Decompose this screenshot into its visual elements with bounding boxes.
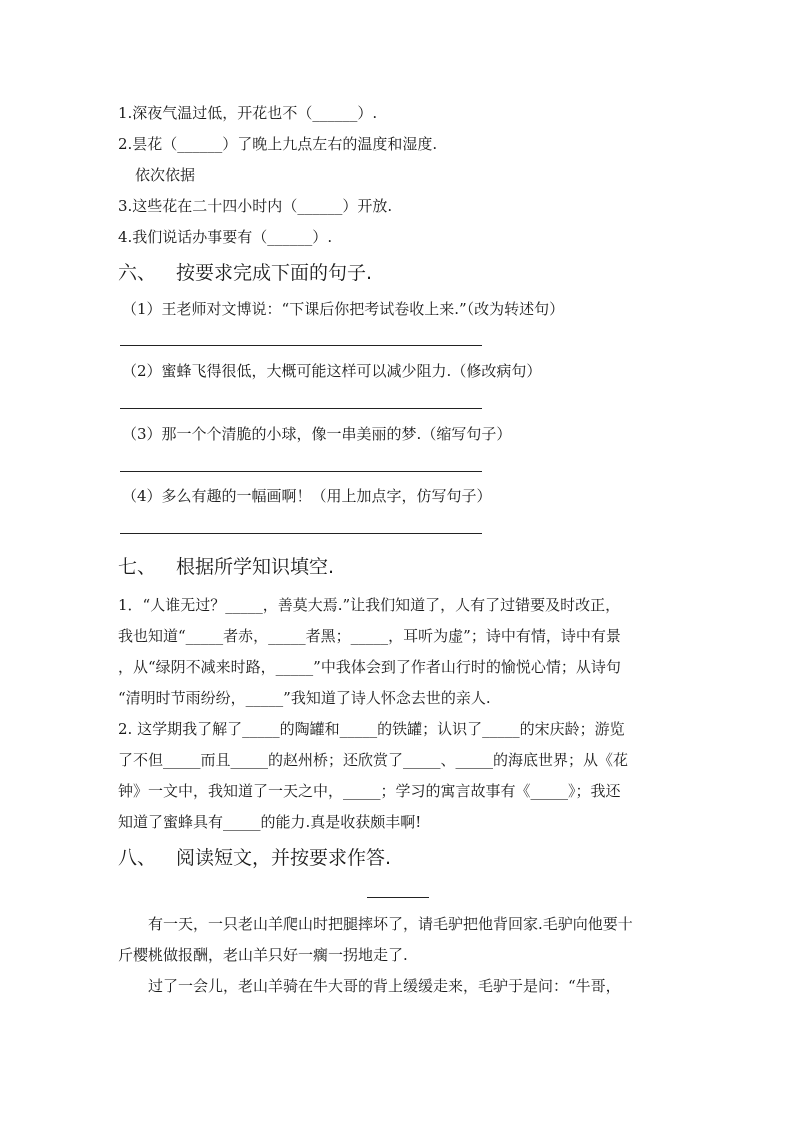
section-6-item-4: （4）多么有趣的一幅画啊！（用上加点字，仿写句子） — [122, 487, 492, 505]
paragraph-1-line: 我也知道“_____者赤，_____者黑；_____，耳听为虚”；诗中有情，诗中有景 — [118, 627, 621, 645]
word-choice-item-4: 4.我们说话办事要有（______）. — [118, 228, 333, 246]
section-8-title: 阅读短文，并按要求作答. — [176, 847, 392, 869]
section-7-heading — [118, 554, 334, 580]
section-6-item-1: （1）王老师对文博说：“下课后你把考试卷收上来.”（改为转述句） — [122, 300, 565, 318]
word-choice-item-3: 3.这些花在二十四小时内（______）开放. — [118, 197, 393, 215]
word-choice-options: 依次依据 — [135, 166, 196, 184]
paragraph-1-line: “清明时节雨纷纷，_____”我知道了诗人怀念去世的亲人. — [118, 689, 491, 707]
section-8-number: 八、 — [118, 847, 157, 869]
answer-line-3[interactable] — [120, 471, 482, 472]
section-7-number: 七、 — [118, 556, 157, 578]
section-7-paragraph-2 — [118, 714, 678, 838]
answer-line-2[interactable] — [120, 408, 482, 409]
paragraph-2-line: 知道了蜜蜂具有_____的能力.真是收获颇丰啊! — [118, 813, 422, 831]
passage-line: 过了一会儿，老山羊骑在牛大哥的背上缓缓走来，毛驴于是问：“牛哥， — [148, 977, 621, 995]
section-7-paragraph-1 — [118, 590, 678, 714]
section-8-heading — [118, 845, 391, 871]
section-6-item-2: （2）蜜蜂飞得很低，大概可能这样可以减少阻力.（修改病句） — [122, 362, 542, 380]
paragraph-2-line: 了不但_____而且_____的赵州桥；还欣赏了_____、_____的海底世界；从《花 — [118, 751, 629, 769]
word-choice-item-2: 2.昙花（______）了晚上九点左右的温度和湿度. — [118, 135, 438, 153]
answer-line-1[interactable] — [120, 345, 482, 346]
section-6-item-3: （3）那一个个清脆的小球，像一串美丽的梦.（缩写句子） — [122, 425, 512, 443]
passage-line: 有一天，一只老山羊爬山时把腿摔坏了，请毛驴把他背回家.毛驴向他要十 — [148, 915, 633, 933]
paragraph-1-line: 1．“人谁无过？_____，善莫大焉.”让我们知道了，人有了过错要及时改正， — [118, 596, 621, 614]
answer-line-4[interactable] — [120, 533, 482, 534]
word-choice-item-1: 1.深夜气温过低，开花也不（______）. — [118, 104, 378, 122]
section-6-title: 按要求完成下面的句子. — [176, 262, 373, 284]
paragraph-2-line: 钟》一文中，我知道了一天之中，_____；学习的寓言故事有《_____》；我还 — [118, 782, 621, 800]
section-6-number: 六、 — [118, 262, 157, 284]
section-7-title: 根据所学知识填空. — [176, 556, 335, 578]
paragraph-1-line: ，从“绿阴不减来时路，_____”中我体会到了作者山行时的愉悦心情；从诗句 — [118, 658, 621, 676]
paragraph-2-line: 2. 这学期我了解了_____的陶罐和_____的铁罐；认识了_____的宋庆龄；游览 — [118, 720, 625, 738]
reading-passage — [118, 909, 678, 1002]
passage-line: 斤樱桃做报酬，老山羊只好一瘸一拐地走了. — [118, 946, 408, 964]
section-6-heading — [118, 260, 372, 286]
passage-title-blank[interactable] — [367, 897, 429, 898]
